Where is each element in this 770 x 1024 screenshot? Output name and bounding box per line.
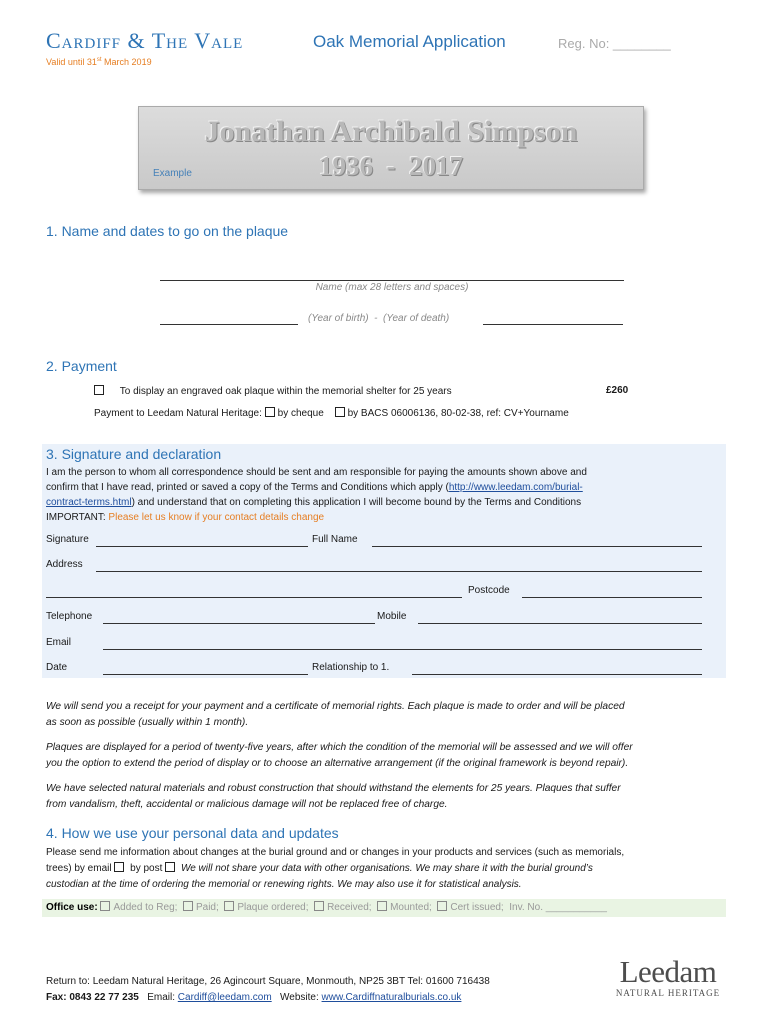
plaque-example-label: Example: [153, 168, 192, 179]
office-item-added: Added to Reg;: [113, 902, 178, 913]
postcode-label: Postcode: [468, 585, 510, 596]
note-period-1: Plaques are displayed for a period of twenty-five years, after which the condition of the memorial will be assessed and we will offer: [46, 742, 633, 753]
office-item-cert: Cert issued;: [450, 902, 504, 913]
form-title: Oak Memorial Application: [313, 32, 506, 51]
telephone-label: Telephone: [46, 611, 93, 622]
footer-website-label: Website:: [280, 992, 319, 1003]
footer-contact: [46, 992, 461, 1003]
email-line[interactable]: [103, 648, 702, 650]
plaque-option-label: To display an engraved oak plaque within the memorial shelter for 25 years: [119, 386, 452, 397]
office-item-mounted: Mounted;: [390, 902, 432, 913]
mobile-line[interactable]: [418, 622, 702, 624]
plaque-dates: 1936 - 2017: [319, 151, 463, 181]
valid-until-sup: st: [96, 57, 102, 63]
dates-hint: (Year of birth) - (Year of death): [308, 313, 450, 324]
birth-year-line[interactable]: [160, 323, 298, 325]
plaque-name: Jonathan Archibald Simpson: [204, 115, 578, 148]
logo-subtitle: NATURAL HERITAGE: [615, 988, 721, 998]
plaque-ordered-checkbox[interactable]: [224, 901, 234, 911]
cheque-label: by cheque: [277, 408, 324, 419]
footer-email-label: Email:: [147, 992, 175, 1003]
note-materials-2: from vandalism, theft, accidental or malicious damage will not be replaced free of charge.: [46, 799, 448, 810]
terms-link-part-1[interactable]: http://www.leedam.com/burial-: [448, 482, 583, 493]
declaration-line-2: [46, 480, 726, 495]
payment-to-label: Payment to Leedam Natural Heritage:: [94, 408, 262, 419]
paid-checkbox[interactable]: [183, 901, 193, 911]
post-consent-checkbox[interactable]: [165, 862, 175, 872]
office-item-ordered: Plaque ordered;: [237, 902, 309, 913]
postcode-line[interactable]: [522, 596, 702, 598]
bacs-checkbox[interactable]: [335, 407, 345, 417]
leedam-logo: [606, 954, 730, 998]
office-item-received: Received;: [327, 902, 372, 913]
valid-until: [46, 57, 152, 67]
data-use-line-1: Please send me information about changes at the burial ground and or changes in your products and services (such as memorials,: [46, 847, 625, 858]
valid-until-suffix: March 2019: [101, 57, 152, 67]
office-use-row: [46, 901, 607, 913]
note-period-2: you the option to extend the period of display or to choose an alternative arrangement (if the original framework is beyond repair).: [46, 758, 629, 769]
logo-wordmark: Leedam: [619, 954, 717, 989]
important-label: IMPORTANT:: [46, 512, 106, 523]
declaration-text: [46, 465, 726, 525]
email-consent-checkbox[interactable]: [114, 862, 124, 872]
share-statement: We will not share your data with other organisations. We may share it with the burial ground’s: [180, 863, 593, 874]
date-label: Date: [46, 662, 68, 673]
mounted-checkbox[interactable]: [377, 901, 387, 911]
reg-no[interactable]: Reg. No: ________: [558, 36, 671, 51]
full-name-line[interactable]: [372, 545, 702, 547]
org-name: Cardiff & The Vale: [46, 28, 244, 53]
full-name-label: Full Name: [312, 534, 358, 545]
payment-row: [94, 407, 569, 419]
trees-email-label: trees) by email: [46, 863, 112, 874]
section-2-heading: 2. Payment: [46, 358, 117, 374]
notes-block: [46, 699, 736, 813]
footer-fax: Fax: 0843 22 77 235: [46, 992, 139, 1003]
plaque-example: [138, 106, 644, 190]
relationship-line[interactable]: [412, 673, 702, 675]
address-line-2[interactable]: [46, 596, 462, 598]
footer-website-link[interactable]: www.Cardiffnaturalburials.co.uk: [321, 992, 462, 1003]
received-checkbox[interactable]: [314, 901, 324, 911]
relationship-label: Relationship to 1.: [312, 662, 390, 673]
address-label: Address: [46, 559, 83, 570]
declaration-line-3: [46, 495, 726, 510]
address-line-1[interactable]: [96, 570, 702, 572]
declaration-line-4: [46, 510, 726, 525]
terms-link-part-2[interactable]: contract-terms.html: [46, 497, 132, 508]
name-hint: Name (max 28 letters and spaces): [315, 282, 469, 293]
cheque-checkbox[interactable]: [265, 407, 275, 417]
data-use-line-3: custodian at the time of ordering the memorial or renewing rights. We may also use it for statistical analysis.: [46, 879, 522, 890]
valid-until-prefix: Valid until 31: [46, 57, 97, 67]
signature-label: Signature: [46, 534, 89, 545]
data-use-line-2: [46, 861, 736, 877]
office-item-paid: Paid;: [195, 902, 219, 913]
declaration-line-1: I am the person to whom all correspondence should be sent and am responsible for paying the amounts shown above and: [46, 467, 587, 478]
data-use-text: [46, 845, 736, 893]
declaration-line-3-text: ) and understand that on completing this application I will become bound by the Terms and Conditions: [131, 497, 582, 508]
plaque-price: £260: [606, 385, 629, 396]
footer-return-to: Return to: Leedam Natural Heritage, 26 Agincourt Square, Monmouth, NP25 3BT Tel: 01600 716438: [46, 976, 490, 987]
note-materials-1: We have selected natural materials and robust construction that should withstand the elements for 25 years. Plaques that suffer: [46, 783, 621, 794]
by-post-label: by post: [130, 863, 163, 874]
mobile-label: Mobile: [377, 611, 407, 622]
signature-line[interactable]: [96, 545, 308, 547]
telephone-line[interactable]: [103, 622, 375, 624]
declaration-line-2-text: confirm that I have read, printed or saved a copy of the Terms and Conditions which apply (: [46, 482, 449, 493]
important-note: Please let us know if your contact details change: [108, 512, 325, 523]
invoice-number[interactable]: Inv. No. ___________: [509, 902, 607, 913]
section-1-heading: 1. Name and dates to go on the plaque: [46, 223, 289, 239]
note-receipt-2: as soon as possible (usually within 1 month).: [46, 717, 249, 728]
office-use-label: Office use:: [46, 902, 98, 913]
footer-email-link[interactable]: Cardiff@leedam.com: [177, 992, 272, 1003]
section-4-heading: 4. How we use your personal data and updates: [46, 825, 339, 841]
email-label: Email: [46, 637, 72, 648]
plaque-option-row: [94, 385, 452, 397]
added-to-reg-checkbox[interactable]: [100, 901, 110, 911]
date-line[interactable]: [103, 673, 308, 675]
bacs-label: by BACS 06006136, 80-02-38, ref: CV+Yourname: [347, 408, 569, 419]
death-year-line[interactable]: [483, 323, 623, 325]
section-3-heading: 3. Signature and declaration: [46, 446, 222, 462]
name-input-line[interactable]: [160, 279, 624, 281]
note-receipt-1: We will send you a receipt for your payment and a certificate of memorial rights. Each plaque is made to order and will be placed: [46, 701, 625, 712]
plaque-option-checkbox[interactable]: [94, 385, 104, 395]
cert-issued-checkbox[interactable]: [437, 901, 447, 911]
